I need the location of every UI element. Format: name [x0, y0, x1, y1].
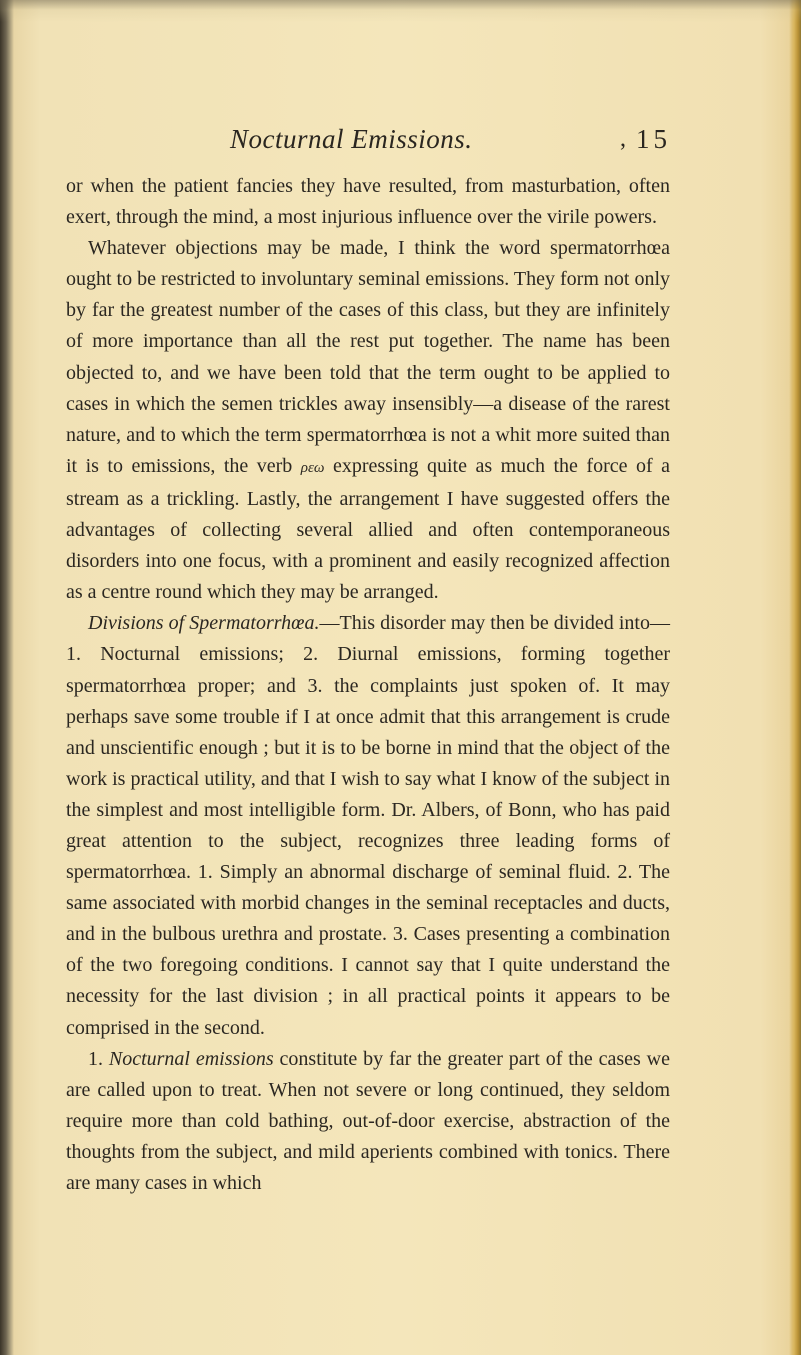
paragraph-text: expressing quite as much the force of a stream as a trickling. Lastly, the arrangement I have suggested offers the advantages of collecting several allied and often contemporaneous disorders into one focus, with a prominent and easily recognized affection as a centre round which they may be arranged.	[66, 454, 670, 604]
paragraph-text: or when the patient fancies they have resulted, from masturbation, often exert, through the mind, a most injurious influence over the virile powers.	[66, 175, 670, 229]
greek-word: ρεω	[300, 459, 325, 476]
body-text	[66, 171, 670, 1199]
header-mark: ,	[620, 126, 626, 152]
paragraph-text: Whatever objections may be made, I think the word spermatorrhœa ought to be restricted to involuntary seminal emissions. They form not only by far the greatest number of the cases of this class, but they are infinitely of more importance than all the rest put together. The name has been objected to, and we have been told that the term ought to be applied to cases in which the semen trickles away insensibly—a disease of the rarest nature, and to which the term spermatorrhœa is not a whit more suited than it is to emissions, the verb	[66, 237, 670, 477]
paragraph-terminology	[66, 233, 670, 608]
page-number: 15	[636, 124, 671, 154]
paragraph-text: —This disorder may then be divided into—1. Nocturnal emissions; 2. Diurnal emissions, forming together spermatorrhœa proper; and 3. the complaints just spoken of. It may perhaps save some trouble if I at once admit that this arrangement is crude and unscientific enough ; but it is to be borne in mind that the object of the work is practical utility, and that I wish to say what I know of the subject in the simplest and most intelligible form. Dr. Albers, of Bonn, who has paid great attention to the subject, recognizes three leading forms of spermatorrhœa. 1. Simply an abnormal discharge of seminal fluid. 2. The same associated with morbid changes in the seminal receptacles and ducts, and in the bulbous urethra and prostate. 3. Cases presenting a combination of the two foregoing conditions. I cannot say that I quite understand the necessity for the last division ; in all practical points it appears to be comprised in the second.	[66, 612, 670, 1039]
section-heading: Nocturnal emissions	[108, 1047, 274, 1070]
paragraph-continuation	[66, 171, 670, 233]
paragraph-text: constitute by far the greater part of the cases we are called upon to treat. When not severe or long continued, they seldom require more than cold bathing, out-of-door exercise, abstraction of the thoughts from the subject, and mild aperients combined with tonics. There are many cases in which	[66, 1047, 671, 1194]
running-title: Nocturnal Emissions.	[230, 124, 473, 154]
paragraph-nocturnal	[66, 1044, 670, 1199]
paragraph-divisions	[66, 608, 670, 1043]
page-header	[60, 124, 740, 164]
page-edge	[789, 0, 801, 1355]
section-heading: Divisions of Spermatorrhœa.	[88, 612, 320, 635]
list-number: 1.	[88, 1047, 109, 1070]
top-shadow	[0, 0, 801, 22]
binding-gutter	[0, 0, 14, 1355]
